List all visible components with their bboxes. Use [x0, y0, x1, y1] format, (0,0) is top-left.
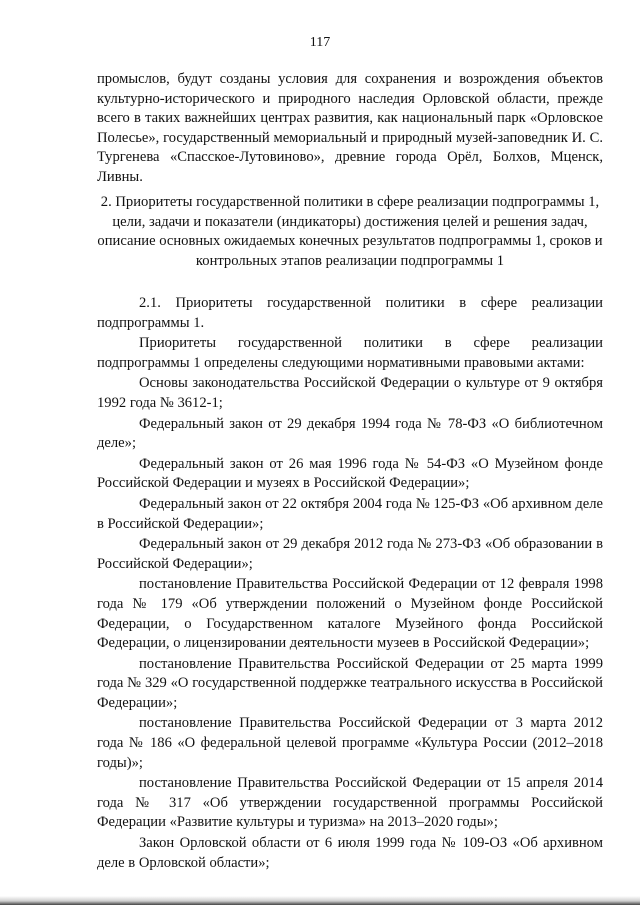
paragraph-legal-act: Федеральный закон от 22 октября 2004 года № 125-ФЗ «Об архивном деле в Российской Федерации»; [97, 495, 603, 532]
section-heading: 2. Приоритеты государственной политики в сфере реализации подпрограммы 1, цели, задачи и показатели (индикаторы) достижения целей и решения задач, описание основных ожидаемых конечных результатов подпрограммы 1, сроков и контрольных этапов реализации подпрограммы 1 [97, 194, 603, 269]
paragraph-legal-act: Федеральный закон от 29 декабря 2012 года № 273-ФЗ «Об образовании в Российской Федерации»; [97, 536, 603, 572]
paragraph-subsection-title: 2.1. Приоритеты государственной политики в сфере реализации подпрограммы 1. [97, 295, 603, 331]
section-body [97, 294, 603, 874]
paragraph-legal-act: постановление Правительства Российской Федерации от 25 марта 1999 года № 329 «О государственной поддержке театрального искусства в Российской Федерации»; [97, 655, 603, 711]
paragraph-legal-act: Федеральный закон от 26 мая 1996 года № 54-ФЗ «О Музейном фонде Российской Федерации и музеях в Российской Федерации»; [97, 455, 603, 492]
paragraph-legal-act: Закон Орловской области от 6 июля 1999 года № 109-ОЗ «Об архивном деле в Орловской области»; [97, 835, 603, 871]
paragraph-legal-act: Федеральный закон от 29 декабря 1994 года № 78-ФЗ «О библиотечном деле»; [97, 415, 603, 452]
paragraph-legal-act: постановление Правительства Российской Федерации от 12 февраля 1998 года № 179 «Об утверждении положений о Музейном фонде Российской Федерации, о Государственном каталоге Музейного фонда Российской Федерации, о лицензировании деятельности музеев в Российской Федерации»; [97, 576, 603, 652]
scan-bottom-edge [0, 896, 640, 905]
page-number: 117 [309, 35, 331, 50]
intro-paragraph: промыслов, будут созданы условия для сохранения и возрождения объектов культурно-исторического и природного наследия Орловской области, прежде всего в таких важнейших центрах развития, как национальный парк «Орловское Полесье», государственный мемориальный и природный музей-заповедник И. С. Тургенева «Спасское-Лутовиново», древние города Орёл, Болхов, Мценск, Ливны. [97, 71, 603, 185]
paragraph-legal-act: постановление Правительства Российской Федерации от 3 марта 2012 года № 186 «О федеральной целевой программе «Культура России (2012–2018 годы)»; [97, 715, 603, 771]
paragraph-legal-act: постановление Правительства Российской Федерации от 15 апреля 2014 года № 317 «Об утверждении государственной программы Российской Федерации «Развитие культуры и туризма» на 2013–2020 годы»; [97, 775, 603, 831]
paragraph-legal-act: Основы законодательства Российской Федерации о культуре от 9 октября 1992 года № 3612-1; [97, 375, 603, 411]
paragraph-priorities-intro: Приоритеты государственной политики в сфере реализации подпрограммы 1 определены следующими нормативными правовыми актами: [97, 335, 603, 371]
